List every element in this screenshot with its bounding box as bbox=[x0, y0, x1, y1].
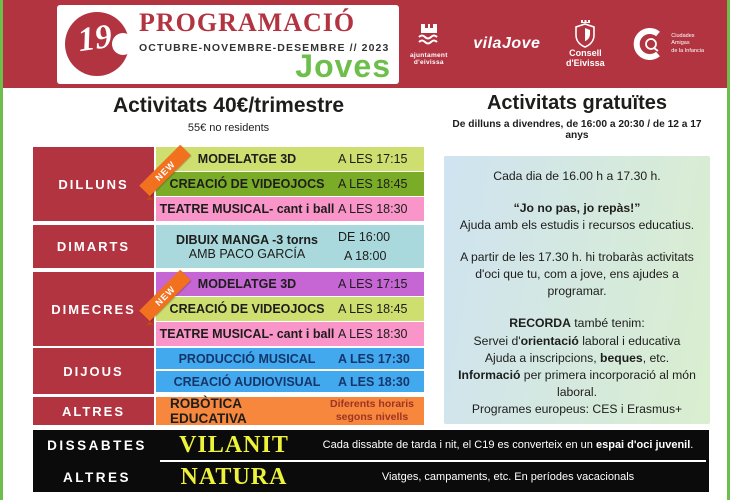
free-oci-block: A partir de les 17.30 h. hi trobaràs activitats d'oci que tu, com a jove, ens ajudes a programar. bbox=[460, 250, 694, 299]
activity-time: A LES 17:30 bbox=[338, 351, 410, 366]
activity-row bbox=[156, 297, 424, 321]
weekend-day-label: ALTRES bbox=[63, 469, 131, 485]
c19-logo-number: 19 bbox=[75, 17, 115, 60]
day-activities bbox=[156, 397, 424, 425]
activity-row bbox=[156, 348, 424, 369]
activity-time: A LES 18:45 bbox=[338, 177, 408, 191]
ajuntament-label-line2: d'eivissa bbox=[413, 59, 444, 66]
activity-time-block bbox=[338, 228, 424, 266]
activity-name: CREACIÓ AUDIOVISUAL bbox=[173, 374, 321, 389]
weekend-row-dissabtes bbox=[33, 430, 709, 460]
paid-subtitle: 55€ no residents bbox=[187, 122, 270, 134]
free-subtitle: De dilluns a divendres, de 16:00 a 20:30 / de 12 a 17 anys bbox=[452, 119, 702, 141]
consell-label-line1: Consell bbox=[569, 47, 602, 58]
activity-row bbox=[156, 272, 424, 296]
header-text-block bbox=[139, 9, 393, 85]
vilajove-wordmark: vilaJove bbox=[473, 34, 541, 52]
activity-row bbox=[156, 225, 424, 268]
activity-instructor: AMB PACO GARCÍA bbox=[188, 246, 306, 261]
activity-name: PRODUCCIÓ MUSICAL bbox=[178, 351, 316, 366]
activity-name: MODELATGE 3D bbox=[197, 277, 297, 291]
activity-time: A LES 18:30 bbox=[338, 327, 408, 341]
day-activities bbox=[156, 272, 424, 346]
free-recorda-block: RECORDA també tenim: Servei d'orientació laboral i educativa Ajuda a inscripcions, beques, etc. Informació per primera incorporació al món laboral. Programes europeus: CES i Erasmus+ bbox=[458, 316, 696, 416]
free-info-box bbox=[444, 156, 710, 424]
day-group-dijous bbox=[33, 348, 424, 394]
activity-row bbox=[156, 397, 424, 425]
weekend-program-name: VILANIT bbox=[179, 431, 289, 458]
activity-name: DIBUIX MANGA -3 torns bbox=[176, 232, 318, 247]
castle-icon bbox=[415, 22, 443, 52]
vilajove-logo bbox=[473, 35, 540, 53]
activity-row bbox=[156, 197, 424, 221]
weekend-program-name: NATURA bbox=[180, 463, 288, 490]
day-group-dimecres bbox=[33, 272, 424, 346]
activity-name: ROBÒTICA EDUCATIVA bbox=[170, 396, 247, 426]
day-label: ALTRES bbox=[33, 397, 154, 425]
activity-time: A LES 17:15 bbox=[338, 152, 408, 166]
activity-row bbox=[156, 147, 424, 171]
activity-note: Diferents horaris segons nivells bbox=[329, 397, 415, 423]
activity-time: DE 16:00 bbox=[338, 229, 391, 244]
activity-name: CREACIÓ DE VIDEOJOCS bbox=[169, 302, 325, 316]
header-card bbox=[57, 5, 399, 84]
activity-name: TEATRE MUSICAL- cant i ball bbox=[159, 327, 335, 341]
weekend-day-label: DISSABTES bbox=[47, 437, 147, 453]
free-title: Activitats gratuïtes bbox=[486, 92, 668, 114]
consell-label-line2: d'Eivissa bbox=[566, 58, 605, 68]
weekend-section bbox=[33, 430, 709, 492]
day-group-dilluns bbox=[33, 147, 424, 221]
c-ring-icon bbox=[630, 26, 666, 62]
activity-time: A LES 17:15 bbox=[338, 277, 408, 291]
c19-logo-icon bbox=[65, 12, 129, 76]
day-group-altres bbox=[33, 397, 424, 425]
repas-quote: “Jo no pas, jo repàs!” bbox=[513, 201, 641, 216]
activity-row bbox=[156, 322, 424, 346]
weekend-divider bbox=[160, 460, 706, 462]
header-joves-badge: Joves bbox=[295, 47, 391, 84]
new-ribbon: NEW bbox=[139, 270, 191, 322]
activity-name-block bbox=[156, 233, 338, 261]
weekend-description: Viatges, campaments, etc. En períodes vacacionals bbox=[381, 471, 635, 483]
weekend-row-altres bbox=[33, 462, 709, 492]
free-daily-hours: Cada dia de 16.00 h a 17.30 h. bbox=[493, 169, 661, 183]
free-activities-section bbox=[444, 92, 710, 424]
paid-activities-header bbox=[33, 94, 424, 134]
activity-time-end: A 18:00 bbox=[344, 248, 387, 263]
day-label: DIMARTS bbox=[33, 225, 154, 268]
repas-desc: Ajuda amb els estudis i recursos educatius. bbox=[459, 218, 695, 233]
day-label: DIJOUS bbox=[33, 348, 154, 394]
free-repas-block bbox=[454, 200, 700, 234]
header-title: PROGRAMACIÓ bbox=[139, 8, 356, 37]
day-activities bbox=[156, 147, 424, 221]
new-ribbon: NEW bbox=[139, 145, 191, 197]
activity-row bbox=[156, 371, 424, 392]
day-label: DILLUNS bbox=[33, 147, 154, 221]
ciudades-amigas-logo bbox=[630, 26, 704, 62]
activity-time: A LES 18:30 bbox=[338, 374, 410, 389]
activity-name: CREACIÓ DE VIDEOJOCS bbox=[169, 177, 325, 191]
activity-time: A LES 18:30 bbox=[338, 202, 408, 216]
left-green-border bbox=[0, 0, 3, 500]
day-label: DIMECRES bbox=[33, 272, 154, 346]
weekend-description: Cada dissabte de tarda i nit, el C19 es converteix en un espai d'oci juvenil. bbox=[322, 439, 694, 451]
paid-title: Activitats 40€/trimestre bbox=[112, 94, 345, 117]
partner-logos bbox=[410, 0, 704, 88]
ciudades-label: Ciudades Amigas de la Infancia bbox=[671, 33, 704, 54]
day-activities bbox=[156, 348, 424, 394]
ajuntament-eivissa-logo bbox=[410, 22, 448, 67]
activity-name: MODELATGE 3D bbox=[197, 152, 297, 166]
schedule-table bbox=[33, 147, 424, 425]
header-subtitle: OCTUBRE-NOVEMBRE-DESEMBRE // 2023 bbox=[139, 41, 390, 54]
activity-row bbox=[156, 172, 424, 196]
header-band bbox=[0, 0, 730, 88]
consell-eivissa-logo bbox=[566, 20, 605, 69]
activity-name: TEATRE MUSICAL- cant i ball bbox=[159, 202, 335, 216]
day-activities bbox=[156, 225, 424, 268]
shield-icon bbox=[574, 20, 596, 48]
ajuntament-label-line1: ajuntament bbox=[410, 51, 448, 59]
activity-time: A LES 18:45 bbox=[338, 302, 408, 316]
day-group-dimarts bbox=[33, 225, 424, 268]
